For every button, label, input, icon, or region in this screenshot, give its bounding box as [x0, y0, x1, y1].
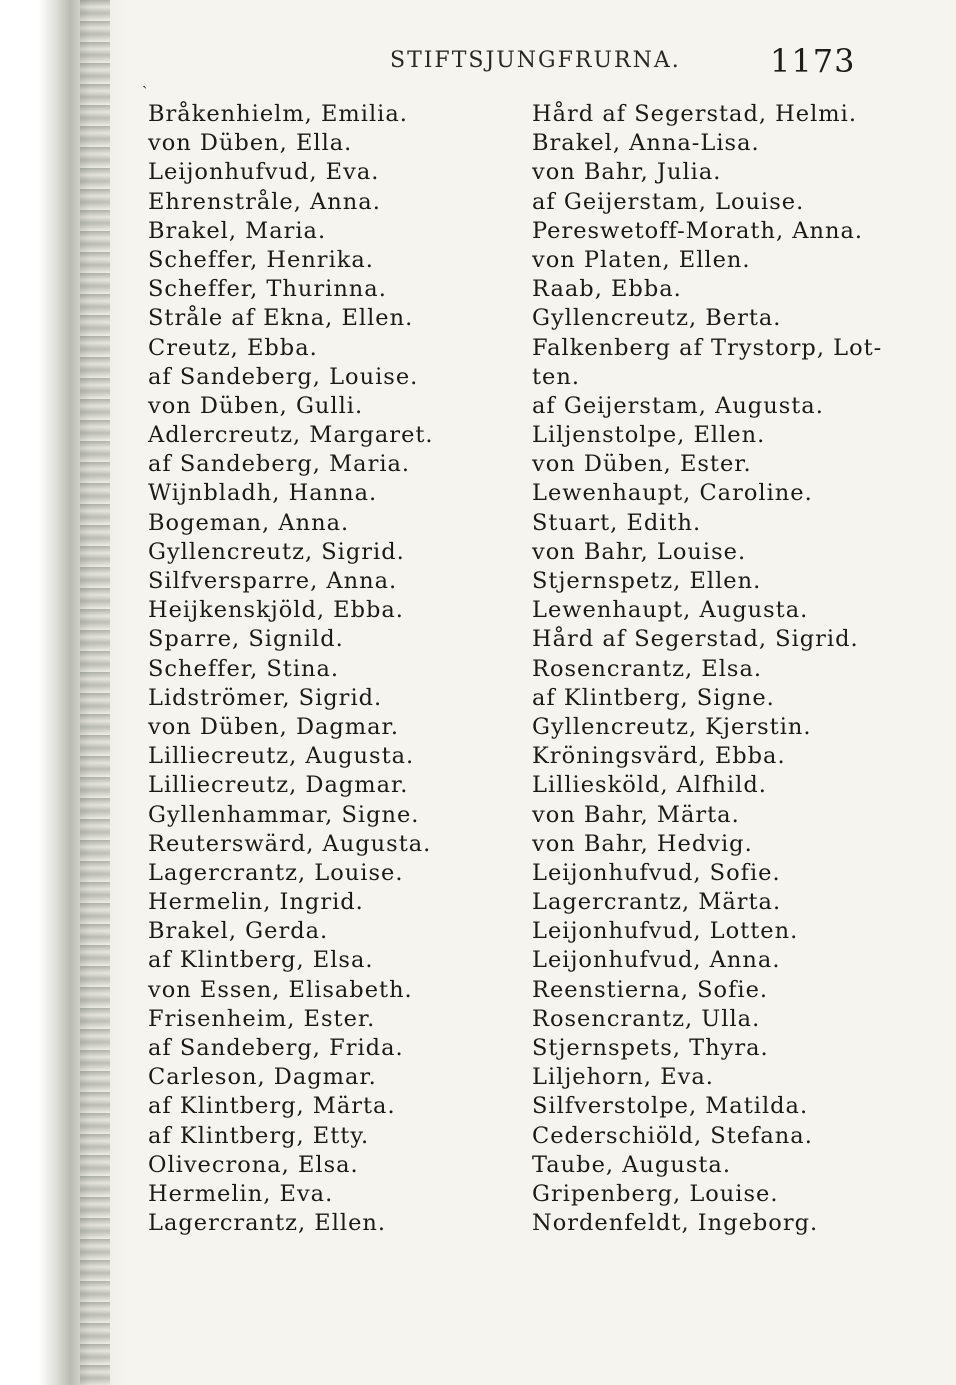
name-entry: von Düben, Gulli. [148, 392, 364, 419]
right-name-column [532, 100, 942, 1238]
name-entry: Scheffer, Henrika. [148, 246, 374, 273]
name-entry: af Klintberg, Etty. [148, 1122, 370, 1149]
name-entry: Leijonhufvud, Eva. [148, 159, 380, 186]
name-entry: Silfverstolpe, Matilda. [532, 1093, 809, 1120]
name-entry: Adlercreutz, Margaret. [148, 422, 434, 449]
name-entry: von Platen, Ellen. [532, 246, 751, 273]
name-entry: af Sandeberg, Louise. [148, 363, 419, 390]
name-entry: Lewenhaupt, Caroline. [532, 480, 813, 507]
name-entry: Brakel, Gerda. [148, 918, 329, 945]
name-entry: Lagercrantz, Louise. [148, 859, 404, 886]
name-entry: Hermelin, Ingrid. [148, 889, 364, 916]
name-entry: Carleson, Dagmar. [148, 1064, 377, 1091]
name-entry: Sparre, Signild. [148, 626, 344, 653]
margin-mark: ˎ [142, 70, 148, 89]
name-entry: Lilliecreutz, Augusta. [148, 743, 415, 770]
name-entry: Heijkenskjöld, Ebba. [148, 597, 404, 624]
name-entry: Raab, Ebba. [532, 276, 682, 303]
name-entry: af Klintberg, Elsa. [148, 947, 374, 974]
page-binding-edge [0, 0, 128, 1385]
name-entry: Hård af Segerstad, Helmi. [532, 101, 857, 127]
name-entry: Stråle af Ekna, Ellen. [148, 305, 414, 332]
name-entry: Leijonhufvud, Sofie. [532, 859, 781, 886]
name-entry: Stuart, Edith. [532, 509, 702, 536]
name-entry: Bråkenhielm, Emilia. [148, 101, 408, 127]
name-entry: Brakel, Maria. [148, 217, 327, 244]
name-entry: Olivecrona, Elsa. [148, 1151, 359, 1178]
name-entry: Gyllencreutz, Sigrid. [148, 538, 405, 565]
name-entry: Leijonhufvud, Anna. [532, 947, 781, 974]
name-entry: Gyllenhammar, Signe. [148, 801, 420, 828]
running-title: STIFTSJUNGFRURNA. [390, 48, 681, 73]
name-entry: Frisenheim, Ester. [148, 1005, 376, 1032]
name-entry: Gyllencreutz, Berta. [532, 305, 782, 332]
name-entry: Leijonhufvud, Lotten. [532, 918, 799, 945]
name-entry: Stjernspets, Thyra. [532, 1035, 769, 1061]
name-entry: von Düben, Ella. [148, 130, 353, 157]
name-entry: Rosencrantz, Ulla. [532, 1005, 761, 1032]
name-entry: von Bahr, Louise. [532, 538, 747, 565]
name-entry: von Bahr, Hedvig. [532, 830, 753, 857]
name-entry: von Essen, Elisabeth. [148, 976, 413, 1003]
name-entry: von Bahr, Julia. [532, 159, 722, 186]
page-number: 1173 [770, 42, 856, 80]
name-entry: Gripenberg, Louise. [532, 1180, 779, 1207]
name-entry: af Geijerstam, Augusta. [532, 392, 824, 419]
name-entry: Brakel, Anna-Lisa. [532, 130, 760, 157]
name-entry: von Bahr, Märta. [532, 801, 740, 828]
name-entry: Lagercrantz, Ellen. [148, 1210, 387, 1237]
name-entry: Cederschiöld, Stefana. [532, 1122, 813, 1149]
name-entry: Lilliecreutz, Dagmar. [148, 772, 409, 799]
name-entry: Falkenberg af Trystorp, Lot- [532, 334, 883, 361]
name-entry: Reenstierna, Sofie. [532, 976, 769, 1003]
name-entry: Scheffer, Thurinna. [148, 276, 387, 303]
name-entry: Silfversparre, Anna. [148, 568, 398, 594]
name-entry: von Düben, Ester. [532, 451, 752, 478]
name-entry: Lidströmer, Sigrid. [148, 684, 383, 711]
name-entry: Taube, Augusta. [532, 1151, 731, 1178]
name-entry: Creutz, Ebba. [148, 334, 318, 361]
name-entry: Nordenfeldt, Ingeborg. [532, 1210, 819, 1237]
name-entry: Stjernspetz, Ellen. [532, 568, 762, 594]
name-entry: Gyllencreutz, Kjerstin. [532, 713, 812, 740]
name-entry: Kröningsvärd, Ebba. [532, 743, 786, 770]
name-entry: af Sandeberg, Maria. [148, 451, 411, 478]
name-entry: Liljenstolpe, Ellen. [532, 422, 766, 449]
name-entry: Lewenhaupt, Augusta. [532, 597, 809, 624]
name-entry: Ehrenstråle, Anna. [148, 188, 381, 215]
name-entry: Hård af Segerstad, Sigrid. [532, 626, 859, 653]
name-entry: af Klintberg, Signe. [532, 684, 775, 711]
name-entry: von Düben, Dagmar. [148, 713, 399, 740]
name-entry: Wijnbladh, Hanna. [148, 480, 378, 507]
name-entry: af Geijerstam, Louise. [532, 188, 805, 215]
name-entry: af Sandeberg, Frida. [148, 1035, 404, 1061]
name-entry: Hermelin, Eva. [148, 1180, 334, 1207]
name-entry: Lilliesköld, Alfhild. [532, 772, 767, 799]
name-entry: Lagercrantz, Märta. [532, 889, 782, 916]
name-entry: Bogeman, Anna. [148, 509, 350, 536]
name-entry: Liljehorn, Eva. [532, 1064, 714, 1091]
name-entry: af Klintberg, Märta. [148, 1093, 396, 1120]
name-entry: Reuterswärd, Augusta. [148, 830, 432, 857]
name-entry: Rosencrantz, Elsa. [532, 655, 763, 682]
name-entry: ten. [532, 363, 581, 390]
name-entry: Pereswetoff-Morath, Anna. [532, 217, 864, 244]
left-name-column [148, 100, 508, 1238]
name-entry: Scheffer, Stina. [148, 655, 340, 682]
